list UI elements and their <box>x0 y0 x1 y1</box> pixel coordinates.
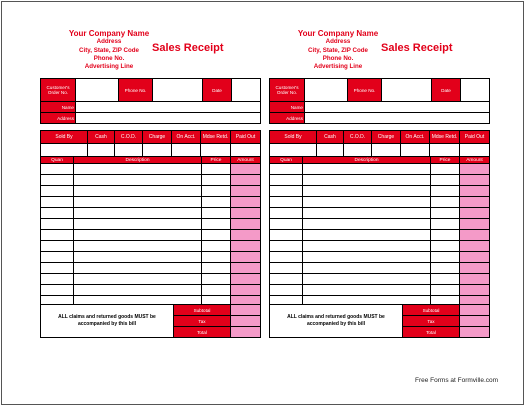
sold-by-header: Sold By <box>270 131 317 144</box>
description-cell[interactable] <box>303 252 431 263</box>
quan-cell[interactable] <box>41 186 74 197</box>
price-cell[interactable] <box>431 241 460 252</box>
description-cell[interactable] <box>74 164 202 175</box>
description-cell[interactable] <box>303 175 431 186</box>
price-cell[interactable] <box>202 219 231 230</box>
mdse-retd-field[interactable] <box>430 144 460 157</box>
item-row <box>270 230 490 241</box>
description-cell[interactable] <box>303 285 431 296</box>
amount-cell[interactable] <box>460 175 490 186</box>
description-cell[interactable] <box>74 197 202 208</box>
total-field[interactable] <box>460 327 490 338</box>
amount-cell[interactable] <box>460 241 490 252</box>
price-cell[interactable] <box>431 252 460 263</box>
address-label: Address <box>41 113 76 124</box>
company-city-state-zip: City, State, ZIP Code <box>79 46 139 54</box>
item-row <box>270 208 490 219</box>
date-label: Date <box>432 79 461 102</box>
quan-cell[interactable] <box>41 175 74 186</box>
item-row <box>41 285 261 296</box>
amount-cell[interactable] <box>231 241 261 252</box>
quan-cell[interactable] <box>41 230 74 241</box>
description-cell[interactable] <box>303 164 431 175</box>
quan-header: Quan <box>270 157 303 164</box>
price-cell[interactable] <box>431 285 460 296</box>
description-header: Description <box>303 157 431 164</box>
quan-cell[interactable] <box>41 285 74 296</box>
quan-cell[interactable] <box>270 186 303 197</box>
company-address: Address <box>96 38 122 46</box>
tax-label: Tax <box>174 316 231 327</box>
cash-header: Cash <box>88 131 115 144</box>
paid-out-header: Paid Out <box>231 131 261 144</box>
description-cell[interactable] <box>303 219 431 230</box>
payment-table <box>40 130 261 157</box>
item-row <box>270 274 490 285</box>
date-field[interactable] <box>461 79 490 102</box>
cod-header: C.O.D. <box>344 131 372 144</box>
item-row <box>41 175 261 186</box>
amount-cell[interactable] <box>460 219 490 230</box>
customer-info-table <box>269 78 490 124</box>
company-name: Your Company Name <box>297 29 379 38</box>
quan-cell[interactable] <box>270 219 303 230</box>
price-cell[interactable] <box>202 164 231 175</box>
item-row <box>41 263 261 274</box>
cash-header: Cash <box>317 131 344 144</box>
company-phone: Phone No. <box>322 54 354 62</box>
amount-cell[interactable] <box>460 263 490 274</box>
items-table <box>269 156 490 307</box>
quan-cell[interactable] <box>41 197 74 208</box>
item-row <box>270 197 490 208</box>
quan-cell[interactable] <box>270 208 303 219</box>
amount-cell[interactable] <box>460 164 490 175</box>
item-row <box>41 164 261 175</box>
name-label: Name <box>41 102 76 113</box>
quan-cell[interactable] <box>41 263 74 274</box>
charge-field[interactable] <box>143 144 172 157</box>
quan-cell[interactable] <box>270 230 303 241</box>
price-header: Price <box>202 157 231 164</box>
company-city-state-zip: City, State, ZIP Code <box>308 46 368 54</box>
on-acct-field[interactable] <box>401 144 430 157</box>
name-field[interactable] <box>305 102 490 113</box>
item-row <box>270 219 490 230</box>
company-address: Address <box>325 38 351 46</box>
item-row <box>41 219 261 230</box>
date-label: Date <box>203 79 232 102</box>
phone-no-label: Phone No. <box>119 79 153 102</box>
quan-cell[interactable] <box>270 252 303 263</box>
price-cell[interactable] <box>202 252 231 263</box>
description-cell[interactable] <box>303 263 431 274</box>
quan-cell[interactable] <box>270 285 303 296</box>
quan-cell[interactable] <box>270 175 303 186</box>
paid-out-field[interactable] <box>231 144 261 157</box>
price-cell[interactable] <box>431 230 460 241</box>
description-cell[interactable] <box>74 230 202 241</box>
description-cell[interactable] <box>303 274 431 285</box>
item-row <box>270 241 490 252</box>
sold-by-field[interactable] <box>270 144 317 157</box>
paid-out-field[interactable] <box>460 144 490 157</box>
amount-cell[interactable] <box>231 219 261 230</box>
item-row <box>270 263 490 274</box>
amount-cell[interactable] <box>460 197 490 208</box>
price-cell[interactable] <box>431 274 460 285</box>
price-cell[interactable] <box>202 208 231 219</box>
totals-table <box>40 304 261 338</box>
quan-cell[interactable] <box>41 219 74 230</box>
claims-notice: ALL claims and returned goods MUST be accompanied by this bill <box>270 305 403 338</box>
paid-out-header: Paid Out <box>460 131 490 144</box>
description-cell[interactable] <box>303 230 431 241</box>
item-row <box>270 175 490 186</box>
totals-table <box>269 304 490 338</box>
amount-cell[interactable] <box>460 252 490 263</box>
price-cell[interactable] <box>431 186 460 197</box>
form-page <box>1 1 524 405</box>
tax-field[interactable] <box>460 316 490 327</box>
item-row <box>41 274 261 285</box>
description-cell[interactable] <box>74 219 202 230</box>
customer-order-no-field[interactable] <box>305 79 348 102</box>
description-cell[interactable] <box>303 197 431 208</box>
amount-cell[interactable] <box>231 175 261 186</box>
quan-cell[interactable] <box>270 241 303 252</box>
charge-header: Charge <box>143 131 172 144</box>
amount-cell[interactable] <box>231 230 261 241</box>
cash-field[interactable] <box>88 144 115 157</box>
amount-header: Amount <box>231 157 261 164</box>
quan-cell[interactable] <box>270 274 303 285</box>
amount-cell[interactable] <box>231 252 261 263</box>
price-cell[interactable] <box>431 219 460 230</box>
quan-cell[interactable] <box>41 274 74 285</box>
item-row <box>41 241 261 252</box>
phone-no-field[interactable] <box>153 79 203 102</box>
on-acct-header: On Acct. <box>172 131 201 144</box>
description-cell[interactable] <box>74 252 202 263</box>
on-acct-field[interactable] <box>172 144 201 157</box>
total-field[interactable] <box>231 327 261 338</box>
customer-order-no-label: Customer's Order No. <box>270 79 305 102</box>
description-cell[interactable] <box>303 186 431 197</box>
price-cell[interactable] <box>202 186 231 197</box>
description-cell[interactable] <box>74 208 202 219</box>
amount-cell[interactable] <box>460 230 490 241</box>
amount-cell[interactable] <box>231 208 261 219</box>
amount-cell[interactable] <box>460 285 490 296</box>
mdse-retd-header: Mdse Retd. <box>201 131 231 144</box>
description-cell[interactable] <box>74 241 202 252</box>
mdse-retd-header: Mdse Retd. <box>430 131 460 144</box>
on-acct-header: On Acct. <box>401 131 430 144</box>
amount-cell[interactable] <box>231 274 261 285</box>
cod-field[interactable] <box>344 144 372 157</box>
receipt-title: Sales Receipt <box>381 42 453 54</box>
subtotal-label: Subtotal <box>403 305 460 316</box>
mdse-retd-field[interactable] <box>201 144 231 157</box>
price-cell[interactable] <box>202 285 231 296</box>
subtotal-field[interactable] <box>460 305 490 316</box>
company-advertising: Advertising Line <box>84 63 134 71</box>
item-row <box>270 164 490 175</box>
price-cell[interactable] <box>202 263 231 274</box>
charge-header: Charge <box>372 131 401 144</box>
quan-cell[interactable] <box>270 164 303 175</box>
amount-cell[interactable] <box>460 274 490 285</box>
address-field[interactable] <box>76 113 261 124</box>
customer-order-no-label: Customer's Order No. <box>41 79 76 102</box>
item-row <box>270 252 490 263</box>
company-advertising: Advertising Line <box>313 63 363 71</box>
price-cell[interactable] <box>202 175 231 186</box>
item-row <box>270 285 490 296</box>
sales-receipt-left <box>40 2 260 406</box>
quan-cell[interactable] <box>41 208 74 219</box>
price-cell[interactable] <box>202 230 231 241</box>
price-cell[interactable] <box>202 274 231 285</box>
quan-cell[interactable] <box>270 263 303 274</box>
quan-cell[interactable] <box>41 252 74 263</box>
price-cell[interactable] <box>431 197 460 208</box>
amount-cell[interactable] <box>231 186 261 197</box>
company-phone: Phone No. <box>93 54 125 62</box>
item-row <box>41 230 261 241</box>
description-cell[interactable] <box>303 241 431 252</box>
subtotal-field[interactable] <box>231 305 261 316</box>
claims-notice: ALL claims and returned goods MUST be accompanied by this bill <box>41 305 174 338</box>
name-field[interactable] <box>76 102 261 113</box>
amount-cell[interactable] <box>231 285 261 296</box>
cod-field[interactable] <box>115 144 143 157</box>
amount-cell[interactable] <box>231 197 261 208</box>
item-row <box>41 186 261 197</box>
price-cell[interactable] <box>431 208 460 219</box>
item-row <box>41 197 261 208</box>
sold-by-header: Sold By <box>41 131 88 144</box>
price-cell[interactable] <box>431 164 460 175</box>
cod-header: C.O.D. <box>115 131 143 144</box>
quan-cell[interactable] <box>41 241 74 252</box>
description-cell[interactable] <box>74 274 202 285</box>
address-label: Address <box>270 113 305 124</box>
address-field[interactable] <box>305 113 490 124</box>
quan-cell[interactable] <box>41 164 74 175</box>
items-table <box>40 156 261 307</box>
quan-cell[interactable] <box>270 197 303 208</box>
sales-receipt-right <box>269 2 489 406</box>
company-name: Your Company Name <box>68 29 150 38</box>
payment-table <box>269 130 490 157</box>
customer-info-table <box>40 78 261 124</box>
amount-cell[interactable] <box>460 186 490 197</box>
tax-field[interactable] <box>231 316 261 327</box>
quan-header: Quan <box>41 157 74 164</box>
item-row <box>41 208 261 219</box>
amount-header: Amount <box>460 157 490 164</box>
description-cell[interactable] <box>303 208 431 219</box>
footer-credit: Free Forms at Formville.com <box>415 377 499 384</box>
amount-cell[interactable] <box>231 164 261 175</box>
description-cell[interactable] <box>74 186 202 197</box>
cash-field[interactable] <box>317 144 344 157</box>
amount-cell[interactable] <box>460 208 490 219</box>
sold-by-field[interactable] <box>41 144 88 157</box>
tax-label: Tax <box>403 316 460 327</box>
total-label: Total <box>403 327 460 338</box>
description-cell[interactable] <box>74 285 202 296</box>
description-cell[interactable] <box>74 263 202 274</box>
price-header: Price <box>431 157 460 164</box>
phone-no-field[interactable] <box>382 79 432 102</box>
name-label: Name <box>270 102 305 113</box>
item-row <box>41 252 261 263</box>
charge-field[interactable] <box>372 144 401 157</box>
item-row <box>270 186 490 197</box>
receipt-title: Sales Receipt <box>152 42 224 54</box>
customer-order-no-field[interactable] <box>76 79 119 102</box>
amount-cell[interactable] <box>231 263 261 274</box>
description-header: Description <box>74 157 202 164</box>
price-cell[interactable] <box>202 241 231 252</box>
description-cell[interactable] <box>74 175 202 186</box>
price-cell[interactable] <box>431 263 460 274</box>
price-cell[interactable] <box>431 175 460 186</box>
subtotal-label: Subtotal <box>174 305 231 316</box>
total-label: Total <box>174 327 231 338</box>
phone-no-label: Phone No. <box>348 79 382 102</box>
date-field[interactable] <box>232 79 261 102</box>
price-cell[interactable] <box>202 197 231 208</box>
